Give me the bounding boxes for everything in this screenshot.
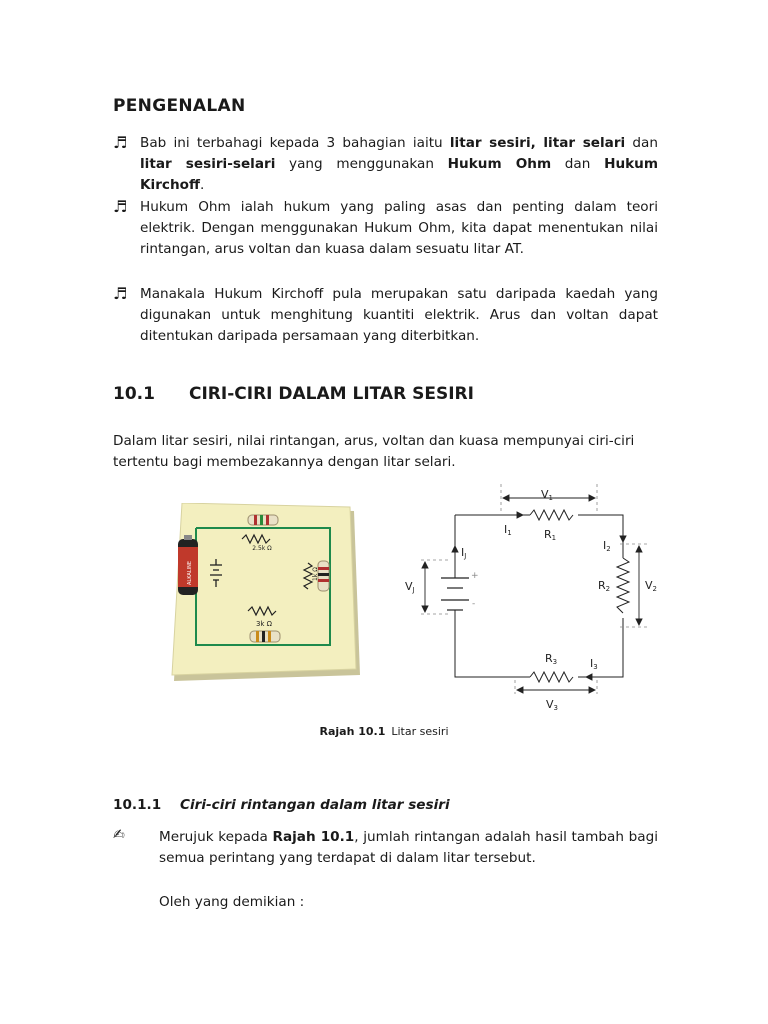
- music-note-icon: ♬: [113, 284, 128, 303]
- label-r3: R3: [545, 652, 558, 666]
- figure-caption: [0, 725, 768, 738]
- wire-bottom-left: [455, 610, 530, 677]
- bold-term: Hukum Kirchoff: [140, 156, 658, 193]
- label-v1: V1: [541, 488, 553, 502]
- text-run: .: [199, 177, 205, 193]
- resistor-r3: [530, 672, 573, 682]
- music-note-icon: ♬: [113, 197, 128, 216]
- circuit-board-illustration: [170, 503, 362, 686]
- label-minus: -: [472, 599, 476, 609]
- bottom-resistor-label: 3k Ω: [255, 620, 273, 628]
- label-v3: V3: [546, 698, 558, 712]
- bullet-text: [140, 284, 658, 347]
- section-heading: [113, 384, 474, 404]
- writing-hand-icon: ✍: [113, 827, 125, 843]
- text-run: Merujuk kepada: [159, 829, 273, 845]
- text-run: Hukum Ohm ialah hukum yang paling asas dan penting dalam teori elektrik. Dengan menggunakan Hukum Ohm, kita dapat menentukan nilai rintangan, arus voltan dan kuasa dalam sesuatu litar AT.: [140, 199, 658, 257]
- bullet-text: [140, 133, 658, 196]
- text-run: Bab ini terbahagi kepada 3 bahagian iaitu: [140, 135, 450, 151]
- label-i1: I1: [504, 523, 512, 537]
- wire-right-bottom: [578, 618, 623, 677]
- label-i2: I2: [603, 539, 611, 553]
- bullet-item: [113, 133, 658, 196]
- wire-top-right: [578, 515, 623, 558]
- bold-term: litar sesiri, litar selari: [449, 135, 626, 151]
- caption-text: Litar sesiri: [391, 725, 449, 738]
- subsection-number: 10.1.1: [113, 797, 162, 813]
- label-ij: IJ: [461, 546, 467, 560]
- label-r1: R1: [544, 528, 557, 542]
- bullet-item: [113, 197, 658, 260]
- heading-pengenalan: PENGENALAN: [113, 96, 246, 116]
- resistor-r1: [530, 510, 573, 520]
- schematic-battery: [441, 578, 469, 610]
- after-text: Oleh yang demikian :: [159, 894, 305, 910]
- text-run: dan: [625, 135, 658, 151]
- text-run: dan: [551, 156, 605, 172]
- resistor-r2: [617, 558, 629, 613]
- label-v2: V2: [645, 579, 657, 593]
- caption-label: Rajah 10.1: [319, 725, 386, 738]
- right-resistor-label: 1k Ω: [312, 567, 319, 581]
- label-vj: VJ: [405, 580, 415, 594]
- top-resistor-label: 2.5k Ω: [252, 545, 272, 552]
- section-title: CIRI-CIRI DALAM LITAR SESIRI: [189, 384, 474, 404]
- section-paragraph: Dalam litar sesiri, nilai rintangan, arus, voltan dan kuasa mempunyai ciri-ciri tertentu bagi membezakannya dengan litar selari.: [113, 433, 635, 470]
- bold-term: Rajah 10.1: [272, 829, 355, 845]
- point-text: [159, 827, 658, 869]
- music-note-icon: ♬: [113, 133, 128, 152]
- label-r2: R2: [598, 579, 611, 593]
- point-item: [113, 827, 658, 869]
- bold-term: Hukum Ohm: [447, 156, 552, 172]
- label-plus: +: [471, 571, 479, 581]
- battery-label: ALKALINE: [187, 561, 193, 585]
- bullet-text: [140, 197, 658, 260]
- text-run: , jumlah rintangan adalah hasil tambah bagi semua perintang yang terdapat di dalam litar tersebut.: [159, 829, 658, 866]
- bold-term: litar sesiri-selari: [140, 156, 276, 172]
- label-i3: I3: [590, 657, 598, 671]
- text-run: Manakala Hukum Kirchoff pula merupakan satu daripada kaedah yang digunakan untuk menghitung kuantiti elektrik. Arus dan voltan dapat ditentukan daripada persamaan yang diterbitkan.: [140, 286, 658, 344]
- series-circuit-schematic: [385, 482, 675, 714]
- section-number: 10.1: [113, 384, 155, 404]
- bullet-item: [113, 284, 658, 347]
- subsection-heading: [113, 797, 450, 813]
- text-run: yang menggunakan: [275, 156, 448, 172]
- subsection-title: Ciri-ciri rintangan dalam litar sesiri: [180, 797, 450, 813]
